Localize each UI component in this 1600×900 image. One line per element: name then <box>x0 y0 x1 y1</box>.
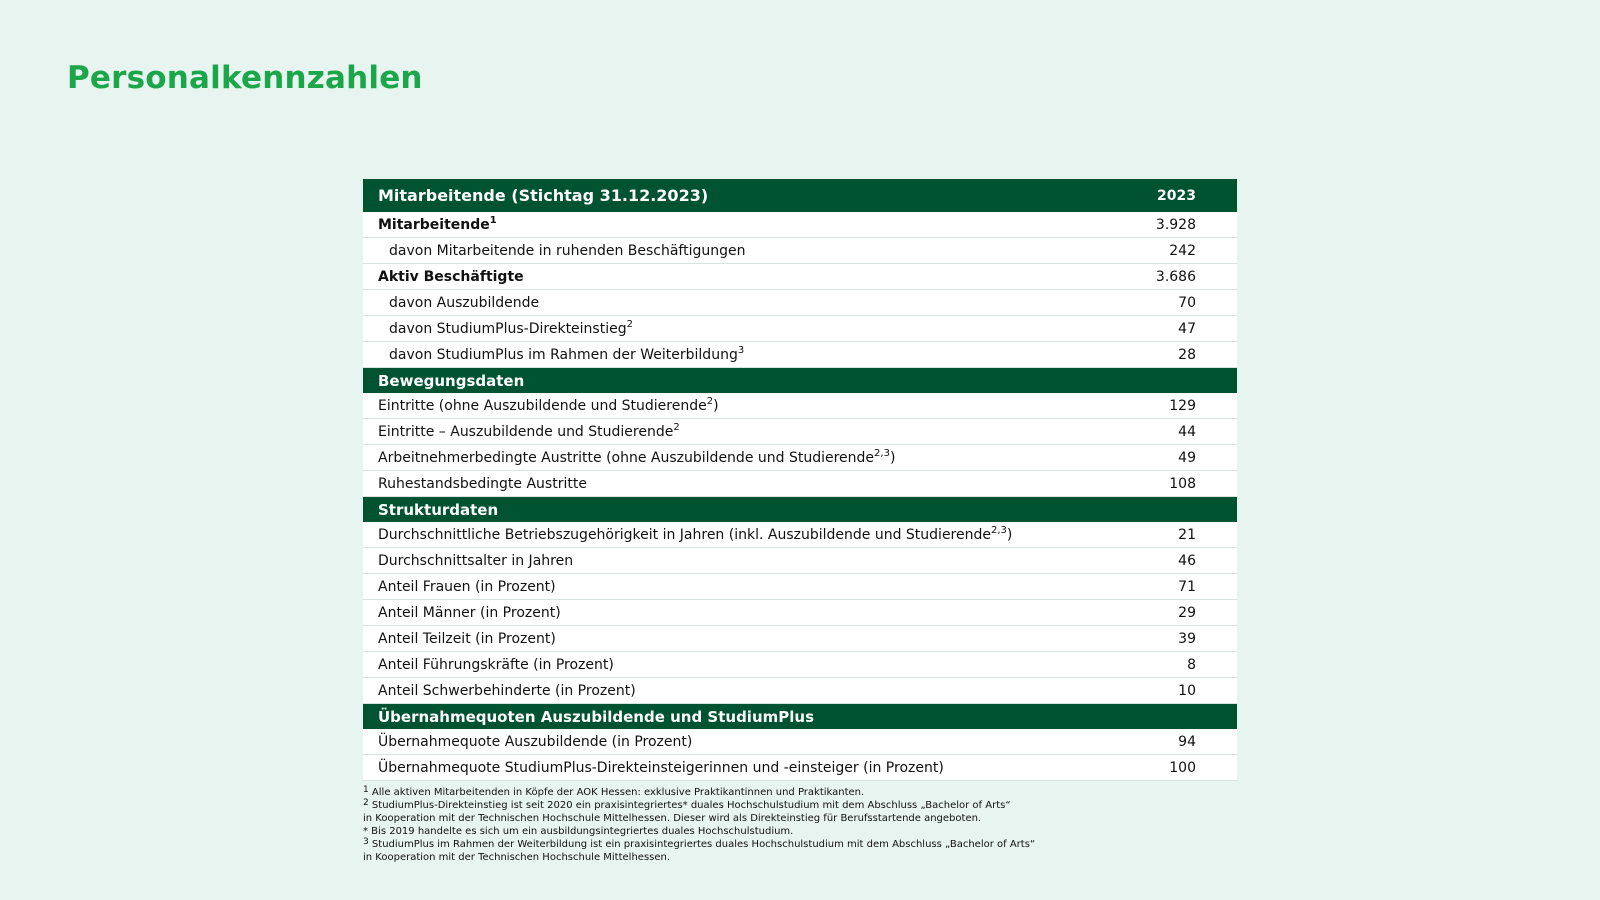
row-label <box>363 393 1123 419</box>
footnote-line <box>363 825 1237 838</box>
footnote-text: StudiumPlus im Rahmen der Weiterbildung ist ein praxisintegriertes duales Hochschulstudium mit dem Abschluss „Bachelor of Arts“ <box>371 839 1036 850</box>
row-label-text: Übernahmequote StudiumPlus-Direkteinsteigerinnen und -einsteiger (in Prozent) <box>378 759 944 776</box>
row-label-text: Eintritte – Auszubildende und Studierende <box>378 423 674 440</box>
row-label-text: Mitarbeitende <box>378 216 490 233</box>
row-label-text: davon StudiumPlus im Rahmen der Weiterbildung <box>389 346 738 363</box>
row-label <box>363 238 1123 264</box>
row-label <box>363 755 1123 781</box>
row-label <box>363 316 1123 342</box>
table-row <box>363 212 1237 238</box>
table-header-year: 2023 <box>1123 179 1237 212</box>
row-label <box>363 548 1123 574</box>
row-label <box>363 626 1123 652</box>
row-value: 108 <box>1123 471 1237 497</box>
personnel-table-container <box>363 179 1237 781</box>
table-row <box>363 626 1237 652</box>
row-value: 47 <box>1123 316 1237 342</box>
row-label-text: Ruhestandsbedingte Austritte <box>378 475 587 492</box>
section-header-label: Übernahmequoten Auszubildende und StudiumPlus <box>363 704 1237 730</box>
row-label <box>363 600 1123 626</box>
row-value: 49 <box>1123 445 1237 471</box>
table-header-row <box>363 179 1237 212</box>
table-row <box>363 419 1237 445</box>
footnote-line <box>363 851 1237 864</box>
row-label-suffix: ) <box>1006 526 1013 543</box>
table-row <box>363 755 1237 781</box>
row-value: 28 <box>1123 342 1237 368</box>
row-label <box>363 471 1123 497</box>
table-row <box>363 678 1237 704</box>
row-label-text: Anteil Frauen (in Prozent) <box>378 578 556 595</box>
footnote-line <box>363 786 1237 799</box>
row-value: 29 <box>1123 600 1237 626</box>
section-header-label: Bewegungsdaten <box>363 368 1237 394</box>
footnote-number: 3 <box>363 837 369 847</box>
table-row <box>363 574 1237 600</box>
row-value: 44 <box>1123 419 1237 445</box>
section-header-row <box>363 497 1237 523</box>
row-label <box>363 652 1123 678</box>
section-header-row <box>363 368 1237 394</box>
row-value: 129 <box>1123 393 1237 419</box>
row-value: 39 <box>1123 626 1237 652</box>
row-label-text: Eintritte (ohne Auszubildende und Studierende <box>378 397 707 414</box>
row-value: 10 <box>1123 678 1237 704</box>
table-row <box>363 316 1237 342</box>
table-header-label: Mitarbeitende (Stichtag 31.12.2023) <box>363 179 1123 212</box>
row-value: 100 <box>1123 755 1237 781</box>
footnote-line <box>363 799 1237 812</box>
row-label-text: davon StudiumPlus-Direkteinstieg <box>389 320 627 337</box>
table-row <box>363 445 1237 471</box>
table-row <box>363 238 1237 264</box>
footnote-marker: 2,3 <box>874 447 890 459</box>
footnote-number: 1 <box>363 785 369 795</box>
row-label <box>363 264 1123 290</box>
row-label <box>363 729 1123 755</box>
row-label-text: Anteil Führungskräfte (in Prozent) <box>378 656 614 673</box>
footnote-line <box>363 838 1237 851</box>
row-label-text: Durchschnittliche Betriebszugehörigkeit in Jahren (inkl. Auszubildende und Studierende <box>378 526 991 543</box>
row-label-text: Arbeitnehmerbedingte Austritte (ohne Auszubildende und Studierende <box>378 449 875 466</box>
row-value: 3.686 <box>1123 264 1237 290</box>
row-value: 70 <box>1123 290 1237 316</box>
row-label <box>363 445 1123 471</box>
row-label <box>363 290 1123 316</box>
table-row <box>363 652 1237 678</box>
row-value: 3.928 <box>1123 212 1237 238</box>
row-label-text: davon Mitarbeitende in ruhenden Beschäftigungen <box>389 242 746 259</box>
footnote-text: Alle aktiven Mitarbeitenden in Köpfe der AOK Hessen: exklusive Praktikantinnen und Praktikanten. <box>371 787 865 798</box>
table-row <box>363 548 1237 574</box>
footnote-text: StudiumPlus-Direkteinstieg ist seit 2020 ein praxisintegriertes* duales Hochschulstudium mit dem Abschluss „Bachelor of Arts“ <box>371 800 1011 811</box>
row-label-suffix: ) <box>713 397 719 414</box>
section-header-row <box>363 704 1237 730</box>
row-label-text: Anteil Schwerbehinderte (in Prozent) <box>378 682 636 699</box>
row-value: 71 <box>1123 574 1237 600</box>
footnote-text: * Bis 2019 handelte es sich um ein ausbildungsintegriertes duales Hochschulstudium. <box>363 826 794 837</box>
footnote-marker: 1 <box>489 214 497 226</box>
row-value: 242 <box>1123 238 1237 264</box>
row-label-text: Anteil Teilzeit (in Prozent) <box>378 630 556 647</box>
row-value: 46 <box>1123 548 1237 574</box>
row-label <box>363 522 1123 548</box>
footnote-number: 2 <box>363 798 369 808</box>
row-label-text: Durchschnittsalter in Jahren <box>378 552 574 569</box>
footnote-line <box>363 812 1237 825</box>
table-row <box>363 471 1237 497</box>
row-label-suffix: ) <box>889 449 896 466</box>
row-label-text: Übernahmequote Auszubildende (in Prozent) <box>378 733 693 750</box>
row-value: 8 <box>1123 652 1237 678</box>
row-label <box>363 212 1123 238</box>
row-label <box>363 678 1123 704</box>
footnote-marker: 2 <box>673 421 680 433</box>
row-label-text: Aktiv Beschäftigte <box>378 268 524 285</box>
footnote-text: in Kooperation mit der Technischen Hochschule Mittelhessen. Dieser wird als Direkteinstieg für Berufsstartende angeboten. <box>363 813 982 824</box>
row-label-text: davon Auszubildende <box>389 294 540 311</box>
table-row <box>363 342 1237 368</box>
table-row <box>363 600 1237 626</box>
footnote-text: in Kooperation mit der Technischen Hochschule Mittelhessen. <box>363 852 671 863</box>
footnote-marker: 2 <box>706 395 714 407</box>
footnote-marker: 3 <box>737 344 745 356</box>
row-label <box>363 342 1123 368</box>
footnote-marker: 2 <box>626 318 633 330</box>
row-label <box>363 574 1123 600</box>
footnotes <box>363 786 1237 864</box>
row-label <box>363 419 1123 445</box>
table-row <box>363 522 1237 548</box>
table-row <box>363 393 1237 419</box>
table-row <box>363 290 1237 316</box>
row-value: 21 <box>1123 522 1237 548</box>
row-value: 94 <box>1123 729 1237 755</box>
page-title: Personalkennzahlen <box>67 60 423 96</box>
table-row <box>363 729 1237 755</box>
personnel-table <box>363 179 1237 781</box>
table-body <box>363 212 1237 781</box>
section-header-label: Strukturdaten <box>363 497 1237 523</box>
row-label-text: Anteil Männer (in Prozent) <box>378 604 561 621</box>
footnote-marker: 2,3 <box>991 524 1007 536</box>
table-row <box>363 264 1237 290</box>
